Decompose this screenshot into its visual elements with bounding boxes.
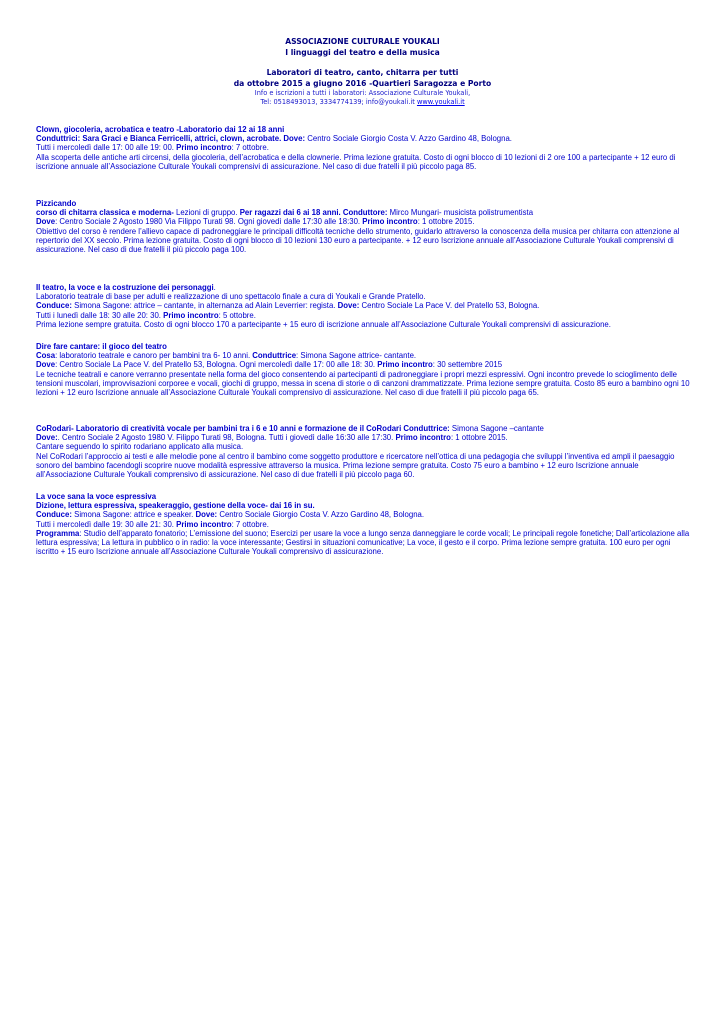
age-conductor-label: Per ragazzi dai 6 ai 18 anni. Conduttore: xyxy=(239,208,388,218)
location-text: Centro Sociale Giorgio Costa V. Azzo Gardino 48, Bologna. xyxy=(305,134,512,144)
org-subtitle: I linguaggi del teatro e della musica xyxy=(285,48,440,57)
title-period: . xyxy=(213,283,216,292)
section-title: La voce sana la voce espressiva xyxy=(36,492,157,501)
section-cantare xyxy=(36,342,692,397)
section-description: Le tecniche teatrali e canore verranno presentate nella forma del gioco consentendo ai partecipanti di padroneggiare i propri mezzi espressivi. Ogni incontro prevede lo scioglimento delle tensioni muscolari, improvvisazioni corporee e vocali, giochi di gruppo, messa in scena di storie o di canzoni drammatizzate. Prima lezione sempre gratuita. Costo 85 euro a bambino ogni 10 lezioni + 12 euro Iscrizione annuale all’Associazione Culturale Youkali comprensivo di assicurazione. Nel caso di due fratelli il più piccolo paga 65. xyxy=(36,369,690,398)
location-label: Dove: xyxy=(337,301,360,311)
section-schedule xyxy=(36,311,692,320)
section-title: CoRodari- Laboratorio di creatività vocale per bambini tra i 6 e 10 anni e formazione de il CoRodari Conduttrice: xyxy=(36,424,450,433)
section-subtitle: Dizione, lettura espressiva, speakeraggio, gestione della voce- dai 16 in su. xyxy=(36,501,315,511)
conductor-name: : Simona Sagone attrice- cantante. xyxy=(296,351,417,361)
section-schedule xyxy=(36,143,692,152)
website-link[interactable]: www.youkali.it xyxy=(416,98,465,106)
location-text: . Centro Sociale 2 Agosto 1980 V. Filippo Turati 98, Bologna. Tutti i giovedì dalle 16:30 alle 17:30. xyxy=(57,433,396,443)
section-description: Alla scoperta delle antiche arti circensi, della giocoleria, dell’acrobatica e della clownerie. Prima lezione gratuita. Costo di ogni blocco di 10 lezioni di 2 ore 100 a partecipante + 12 euro di iscrizione annuale all’Associazione Culturale Youkali comprensivi di assicurazione. Nel caso di due fratelli il più piccolo paga 85. xyxy=(36,152,676,171)
section-description: Obiettivo del corso è rendere l’allievo capace di padroneggiare le principali difficoltà tecniche dello strumento, guidarlo attraverso la conoscenza della musica per chitarra con attenzione al repertorio del XX secolo. Prima lezione gratuita. Costo di ogni blocco di 10 lezioni 130 euro a partecipante. + 12 euro Iscrizione annuale all’Associazione Culturale Youkali comprensivi di assicurazione. Nel caso di due fratelli il più piccolo paga 100. xyxy=(36,226,680,255)
conductor-label: Conduce: xyxy=(36,510,72,520)
program-title: Laboratori di teatro, canto, chitarra per tutti xyxy=(266,68,459,77)
info-line: Info e iscrizioni a tutti i laboratori: Associazione Culturale Youkali, xyxy=(254,89,471,97)
conductor-text: Simona Sagone: attrice e speaker. xyxy=(71,510,196,520)
conductor-label: Conduce: xyxy=(36,301,72,311)
first-meeting-date: : 7 ottobre. xyxy=(231,143,269,153)
section-location xyxy=(36,433,692,442)
location-text: Centro Sociale La Pace V. del Pratello 53, Bologna. xyxy=(359,301,540,311)
location-label: Dove xyxy=(36,217,56,227)
section-conductor xyxy=(36,301,692,310)
section-schedule xyxy=(36,520,692,529)
first-meeting-date: : 1 ottobre 2015. xyxy=(417,217,475,227)
section-conductor xyxy=(36,510,692,519)
section-teatro xyxy=(36,283,692,329)
what-label: Cosa xyxy=(36,351,56,361)
course-type: Lezioni di gruppo. xyxy=(173,208,240,218)
contact-line xyxy=(0,98,725,107)
section-clown xyxy=(36,125,692,171)
section-intro: Laboratorio teatrale di base per adulti e realizzazione di uno spettacolo finale a cura di Youkali e Grande Pratello. xyxy=(36,292,426,302)
section-location xyxy=(36,217,692,226)
section-title: Pizzicando xyxy=(36,199,77,208)
program-text: : Studio dell’apparato fonatorio; L’emissione del suono; Esercizi per usare la voce a lungo senza danneggiare le corde vocali; Le principali regole fonetiche; Dall’articolazione alla lettura espressiva; La lettura in pubblico o in radio: la voce interessante; Gestirsi in situazioni comunicative; La voce, il gesto e il corpo. Prima lezione sempre gratuita. 100 euro per ogni iscritto + 15 euro Iscrizione annuale all’Associazione Culturale Youkali comprensivo di assicurazione. xyxy=(36,528,690,557)
location-text: : Centro Sociale 2 Agosto 1980 Via Filippo Turati 98. Ogni giovedì dalle 17:30 alle 18:30. xyxy=(55,217,363,227)
section-what xyxy=(36,351,692,360)
location-label: Dove: xyxy=(36,433,58,443)
document-header xyxy=(0,36,725,107)
schedule-text: Tutti i mercoledì dalle 19: 30 alle 21: 30. xyxy=(36,519,177,529)
section-description: Nel CoRodari l’approccio ai testi e alle melodie pone al centro il bambino come soggetto produttore e ricercatore nell’ottica di una pedagogia che sviluppi l’inventiva ed ampli il paesaggio sonoro del bambino facendogli scoprire nuove modalità espressive attraverso la musica. Prima lezione sempre gratuita. Costo 75 euro a bambino + 12 euro Iscrizione annuale all’Associazione Culturale Youkali comprensivo di assicurazione. Nel caso di due fratelli il più piccolo paga 60. xyxy=(36,451,675,480)
conductor-name: Mirco Mungari- musicista polistrumentista xyxy=(387,208,534,218)
section-location xyxy=(36,360,692,369)
first-meeting-date: : 1 ottobre 2015. xyxy=(450,433,508,443)
location-label: Dove xyxy=(36,360,56,370)
first-meeting-label: Primo incontro xyxy=(362,217,418,227)
schedule-text: Tutti i mercoledì dalle 17: 00 alle 19: 00. xyxy=(36,143,177,153)
conductors-label: Conduttrici: Sara Graci e Bianca Ferricelli, attrici, clown, acrobate. Dove: xyxy=(36,134,306,144)
org-name: ASSOCIAZIONE CULTURALE YOUKALI xyxy=(285,37,440,46)
first-meeting-date: : 30 settembre 2015 xyxy=(432,360,503,370)
section-corodari xyxy=(36,424,692,479)
section-title: Dire fare cantare: il gioco del teatro xyxy=(36,342,167,351)
section-course-line xyxy=(36,208,692,217)
section-conductors xyxy=(36,134,692,143)
first-meeting-label: Primo incontro xyxy=(176,519,232,529)
section-pizzicando xyxy=(36,199,692,254)
course-label: corso di chitarra classica e moderna- xyxy=(36,208,174,218)
conductor-text: Simona Sagone: attrice – cantante, in alternanza ad Alain Leverrier: regista. xyxy=(71,301,338,311)
location-text: Centro Sociale Giorgio Costa V. Azzo Gardino 48, Bologna. xyxy=(217,510,425,520)
what-text: : laboratorio teatrale e canoro per bambini tra 6- 10 anni. xyxy=(55,351,253,361)
location-text: : Centro Sociale La Pace V. del Pratello 53, Bologna. Ogni mercoledì dalle 17: 00 alle 18: 30. xyxy=(55,360,378,370)
first-meeting-label: Primo incontro xyxy=(163,310,219,320)
program-label: Programma xyxy=(36,528,80,538)
section-title: Il teatro, la voce e la costruzione dei personaggi xyxy=(36,283,214,292)
first-meeting-date: : 7 ottobre. xyxy=(231,519,269,529)
section-title-line xyxy=(36,424,692,433)
first-meeting-label: Primo incontro xyxy=(176,143,232,153)
program-period: da ottobre 2015 a giugno 2016 -Quartieri Saragozza e Porto xyxy=(233,79,492,88)
section-program xyxy=(36,529,692,557)
section-description: Prima lezione sempre gratuita. Costo di ogni blocco 170 a partecipante + 15 euro di iscrizione annuale all’Associazione Culturale Youkali comprensivi di assicurazione. xyxy=(36,319,611,329)
first-meeting-label: Primo incontro xyxy=(377,360,433,370)
conductor-label: Conduttrice xyxy=(252,351,297,361)
section-title-line xyxy=(36,283,692,292)
section-voce xyxy=(36,492,692,556)
contact-phones: Tel: 0518493013, 3334774139; info@youkali.it xyxy=(260,98,417,106)
schedule-text: Tutti i lunedì dalle 18: 30 alle 20: 30. xyxy=(36,310,164,320)
conductor-name: Simona Sagone –cantante xyxy=(449,424,544,433)
section-title: Clown, giocoleria, acrobatica e teatro -Laboratorio dai 12 ai 18 anni xyxy=(36,125,285,134)
section-tagline: Cantare seguendo lo spirito rodariano applicato alla musica. xyxy=(36,442,244,452)
first-meeting-date: : 5 ottobre. xyxy=(218,310,256,320)
first-meeting-label: Primo incontro xyxy=(395,433,451,443)
location-label: Dove: xyxy=(195,510,218,520)
